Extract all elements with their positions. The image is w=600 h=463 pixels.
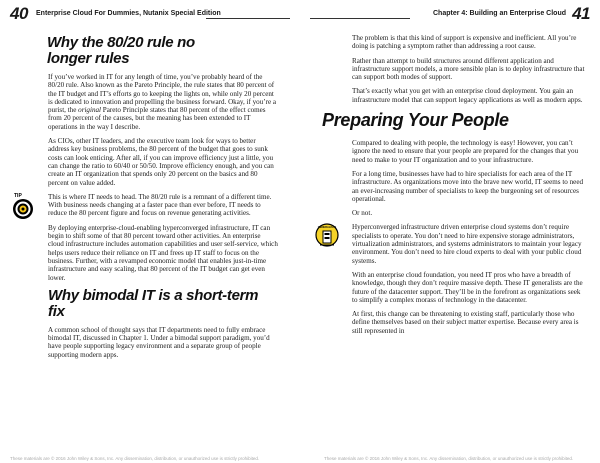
copyright-footer: These materials are © 2016 John Wiley & Sons, Inc. Any dissemination, distribution, or unauthorized use is strictly prohibited. <box>324 456 574 461</box>
paragraph: By deploying enterprise-cloud-enabling hyperconverged infrastructure, IT can begin to shift some of that 80 percent toward other activities. An enterprise cloud infrastructure includes automation capabilities and user self-service, which helps users reduce their reliance on IT and frees up IT staff to focus on the business. Further, with a revamped economic model that enables just-in-time infrastructure and easy scaling, that 80 percent of the IT budget can get even lower. <box>48 223 278 282</box>
header-rule <box>310 18 410 19</box>
page-number: 41 <box>572 4 590 23</box>
running-head: Chapter 4: Building an Enterprise Cloud <box>432 10 566 17</box>
chapter-section-heading: Preparing Your People <box>322 110 509 131</box>
paragraph: A common school of thought says that IT departments need to fully embrace bimodal IT, discussed in Chapter 1. Under a bimodal support paradigm, you’d have people supporting legacy environment and a separate group of people supporting modern apps. <box>48 325 270 359</box>
callout-text: Hyperconverged infrastructure driven enterprise cloud systems don’t require specialists to operate. You don’t need to hire expensive storage administrators, virtualization administrators, and systems administrators to maintain your legacy environment. You don’t need to hire cloud experts to deal with your public cloud systems. <box>352 223 582 265</box>
paragraph-text: If you’ve worked in IT for any length of time, you’ve probably heard of the 80/20 rule. Also known as the Pareto Principle, the rule states that 80 percent of the IT budget and IT’s efforts go to keeping the lights on, while only 20 percent is dedicated to innovation and propelling the business forward. Okay, if you’re a purist, the <box>48 73 277 115</box>
section-heading: Why the 80/20 rule no longer rules <box>47 34 195 67</box>
paragraph: Or not. <box>352 209 373 218</box>
right-page-header <box>310 4 590 26</box>
tip-icon-label: TIP <box>14 192 22 199</box>
tip-text: This is where IT needs to head. The 80/20 rule is a remnant of a different time. With business needs changing at a faster pace than ever before, IT needs to reduce the 80 percent figure and focus on revenue generating activities. <box>48 192 272 218</box>
paragraph: Compared to dealing with people, the technology is easy! However, you can’t ignore the need to ensure that your people are prepared for the changes that you need to make to your IT organization and to your infrastructure. <box>352 139 579 164</box>
right-page <box>300 0 600 463</box>
target-tip-icon <box>10 191 36 221</box>
paragraph: At first, this change can be threatening to existing staff, particularly those who define themselves based on their subject matter expertise. Because every area is still represented in <box>352 310 579 335</box>
tip-callout <box>14 192 278 218</box>
paragraph: The problem is that this kind of support is expensive and inefficient. All you’re doing is patching a symptom rather than addressing a root cause. <box>352 34 577 51</box>
paragraph: As CIOs, other IT leaders, and the executive team look for ways to better address key business problems, the 80 percent of the budget that goes to sunk costs can look enticing. After all, if you can improve efficiency just a little, you can change the ratio to 60/40 or 50/50. Improve efficiency enough, and you can create an IT organization that spends only 20 percent on the basics and 80 percent on value added. <box>48 137 274 187</box>
generalists-callout <box>317 223 586 265</box>
paragraph: With an enterprise cloud foundation, you need IT pros who have a breadth of knowledge, though they don’t require massive depth. These IT generalists are the future of the datacenter support. They’ll be in the forefront as organizations seek to simplify a complex morass of technology in the datacenter. <box>352 270 583 304</box>
section-heading: Why bimodal IT is a short-term fix <box>48 286 259 320</box>
paragraph <box>48 73 278 131</box>
paragraph-text: Pareto Principle states that 80 percent of the effect comes from 20 percent of the causes, but the meaning has been extended to IT operations in the way I describe. <box>48 106 266 131</box>
copyright-footer: These materials are © 2016 John Wiley & Sons, Inc. Any dissemination, distribution, or unauthorized use is strictly prohibited. <box>10 456 260 461</box>
generalists-icon-label: GENERALISTS <box>317 226 337 230</box>
paragraph: For a long time, businesses have had to hire specialists for each area of the IT infrastructure. As organizations move into the brave new world, IT seems to need an ever-increasing number of specialists to keep the burgeoning set of resources operational. <box>352 169 584 203</box>
header-rule <box>206 18 290 19</box>
emphasis-text: original <box>78 106 102 115</box>
page-number: 40 <box>10 4 28 23</box>
left-page-body <box>14 34 278 365</box>
generalists-icon <box>314 221 340 251</box>
running-head: Enterprise Cloud For Dummies, Nutanix Special Edition <box>36 10 221 17</box>
left-page-header <box>10 4 290 26</box>
paragraph: That’s exactly what you get with an enterprise cloud deployment. You gain an infrastructure model that can support legacy applications as well as modern apps. <box>352 87 583 104</box>
paragraph: Rather than attempt to build structures around different application and infrastructure support models, a more sensible plan is to deploy infrastructure that can support both modes of support. <box>352 56 585 82</box>
right-page-body <box>317 34 586 341</box>
